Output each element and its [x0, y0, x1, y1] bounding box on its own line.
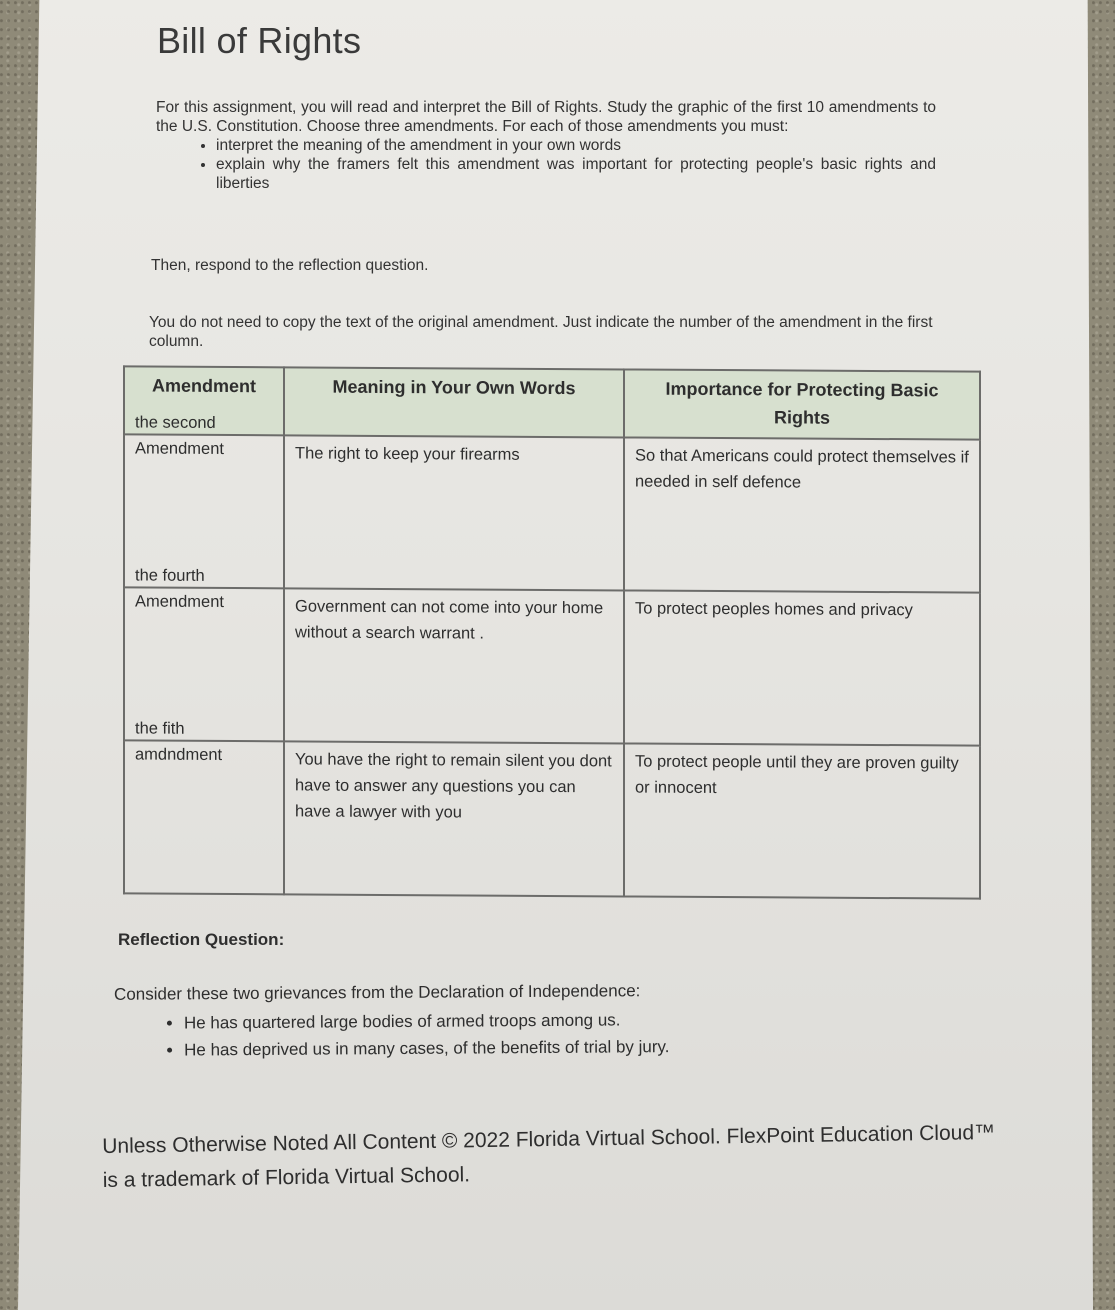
- grievance-item: • He has quartered large bodies of armed troops among us.: [184, 1006, 670, 1036]
- cell-amendment[interactable]: the second Amendment: [124, 434, 284, 588]
- cell-meaning[interactable]: The right to keep your firearms: [284, 435, 624, 590]
- page-title: Bill of Rights: [157, 20, 362, 61]
- cell-importance[interactable]: So that Americans could protect themselves if needed in self defence: [624, 437, 980, 592]
- copy-note-paragraph: You do not need to copy the text of the original amendment. Just indicate the number of the amendment in the first column.: [149, 314, 933, 350]
- grievance-item: • He has deprived us in many cases, of the benefits of trial by jury.: [184, 1033, 670, 1063]
- instruction-list: [156, 136, 936, 193]
- amendment-table: [123, 365, 981, 899]
- cell-meaning[interactable]: You have the right to remain silent you dont have to answer any questions you can have a lawyer with you: [284, 741, 624, 896]
- instruction-item: • explain why the framers felt this amendment was important for protecting people's basic rights and liberties: [216, 155, 936, 193]
- grievance-list: [128, 1006, 670, 1064]
- cell-meaning[interactable]: Government can not come into your home without a search warrant .: [284, 588, 624, 743]
- intro-paragraph: For this assignment, you will read and interpret the Bill of Rights. Study the graphic of the first 10 amendments to the U.S. Constitution. Choose three amendments. For each of those amendments you must:: [156, 99, 936, 135]
- column-header-meaning: Meaning in Your Own Words: [284, 367, 624, 437]
- cell-importance[interactable]: To protect peoples homes and privacy: [624, 590, 980, 745]
- cell-amendment[interactable]: the fourth Amendment: [124, 587, 284, 741]
- cell-importance[interactable]: To protect people until they are proven guilty or innocent: [624, 743, 980, 898]
- reflection-prompt: Consider these two grievances from the Declaration of Independence:: [113, 981, 641, 1004]
- column-header-amendment: Amendment: [124, 366, 284, 435]
- reflection-heading: Reflection Question:: [118, 930, 285, 949]
- copyright-footer: Unless Otherwise Noted All Content © 2022 Florida Virtual School. FlexPoint Education Cloud™ is a trademark of Florida Virtual School.: [102, 1120, 996, 1192]
- cell-amendment[interactable]: the fith amdndment: [124, 740, 284, 894]
- instruction-item: • interpret the meaning of the amendment in your own words: [216, 136, 936, 155]
- table-row: [124, 740, 980, 898]
- column-header-importance: Importance for Protecting Basic Rights: [624, 369, 980, 439]
- intro-section: [156, 98, 936, 193]
- then-paragraph: Then, respond to the reflection question.: [151, 257, 429, 274]
